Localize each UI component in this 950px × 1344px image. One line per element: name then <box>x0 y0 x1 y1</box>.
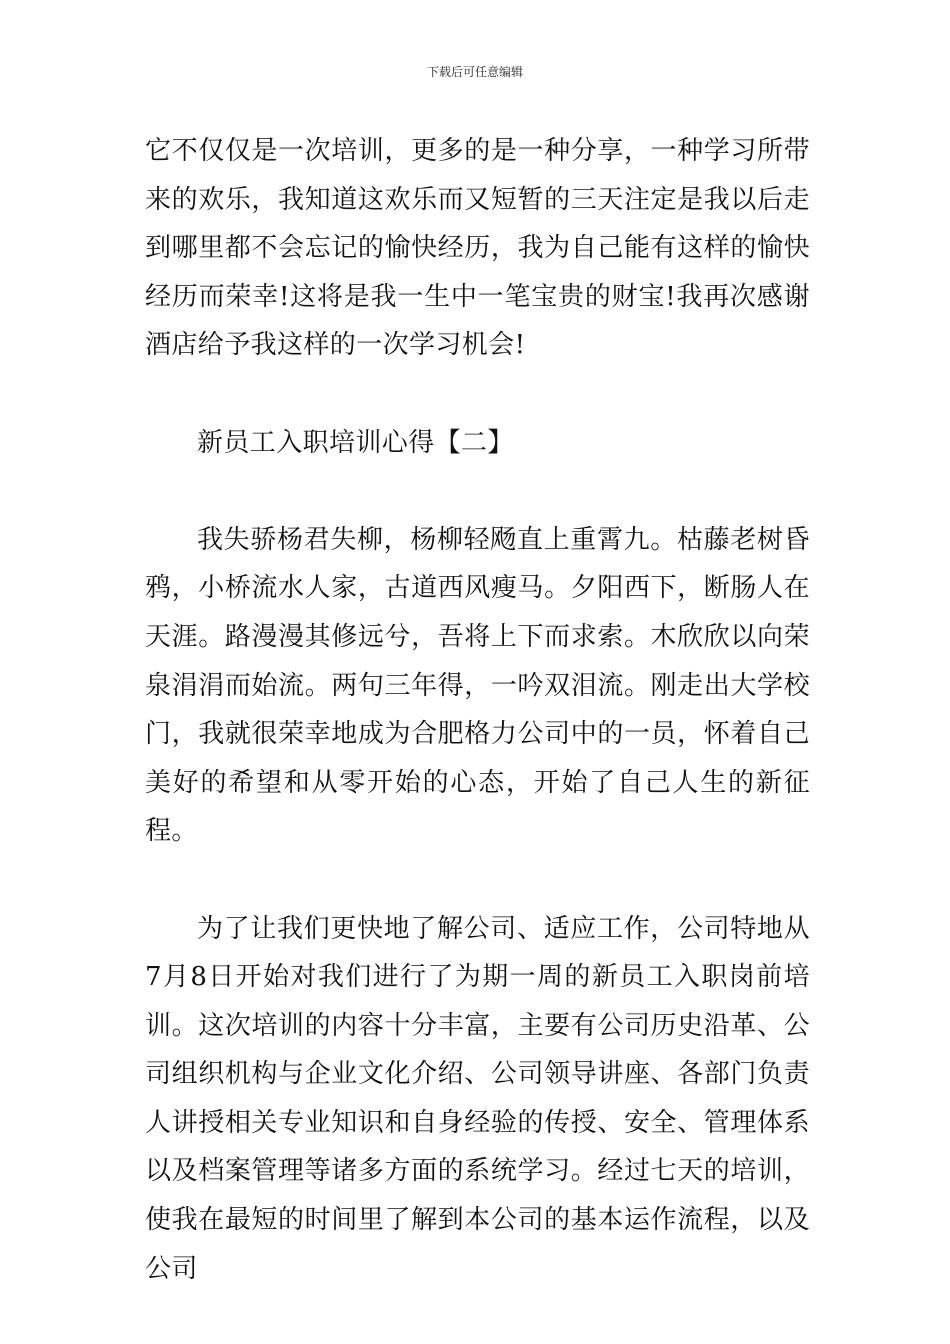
document-body <box>145 127 810 1293</box>
page-header: 下载后可任意编辑 <box>426 65 523 79</box>
paragraph-continuation: 它不仅仅是一次培训，更多的是一种分享，一种学习所带来的欢乐，我知道这欢乐而又短暂的三天注定是我以后走到哪里都不会忘记的愉快经历，我为自己能有这样的愉快经历而荣幸!这将是我一生中一笔宝贵的财宝!我再次感谢酒店给予我这样的一次学习机会! <box>145 136 810 361</box>
paragraph-intro: 我失骄杨君失柳，杨柳轻飏直上重霄九。枯藤老树昏鸦，小桥流水人家，古道西风瘦马。夕阳西下，断肠人在天涯。路漫漫其修远兮，吾将上下而求索。木欣欣以向荣泉涓涓而始流。两句三年得，一吟双泪流。刚走出大学校门，我就很荣幸地成为合肥格力公司中的一员，怀着自己美好的希望和从零开始的心态，开始了自己人生的新征程。 <box>145 524 810 847</box>
section-heading: 新员工入职培训心得【二】 <box>197 427 514 458</box>
paragraph-training: 为了让我们更快地了解公司、适应工作，公司特地从7月8日开始对我们进行了为期一周的新员工入职岗前培训。这次培训的内容十分丰富，主要有公司历史沿革、公司组织机构与企业文化介绍、公司领导讲座、各部门负责人讲授相关专业知识和自身经验的传授、安全、管理体系以及档案管理等诸多方面的系统学习。经过七天的培训，使我在最短的时间里了解到本公司的基本运作流程，以及公司 <box>145 913 810 1284</box>
